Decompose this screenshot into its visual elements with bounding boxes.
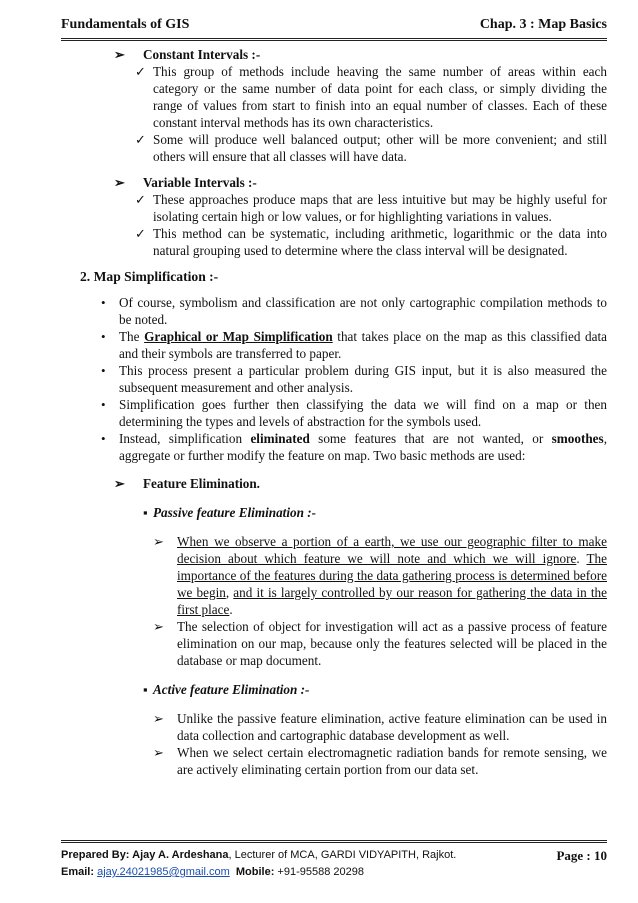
passive-point-2: ➢ The selection of object for investigation will act as a passive process of feature elimination on our map, because only the features selected will be placed in the database or map document. xyxy=(153,619,607,668)
page-footer xyxy=(61,840,607,881)
arrow-bullet-icon: ➢ xyxy=(153,619,164,634)
bullet-dot-icon: • xyxy=(101,363,106,378)
bullet-dot-icon: • xyxy=(101,397,106,412)
arrow-bullet-icon: ➢ xyxy=(153,745,164,760)
active-elimination-heading: ▪ Active feature Elimination :- xyxy=(143,682,310,697)
header-chapter: Chap. 3 : Map Basics xyxy=(479,17,607,32)
active-point-2: ➢ When we select certain electromagnetic radiation bands for remote sensing, we are actively eliminating certain portion from our data set. xyxy=(153,745,607,777)
section-heading-map-simplification: 2. Map Simplification :- xyxy=(80,269,219,284)
graphical-simplification-term: Graphical or Map Simplification xyxy=(144,329,333,344)
bullet-dot-icon: • xyxy=(101,295,106,310)
bullet-item: • This process present a particular problem during GIS input, but it is also measured the subsequent measurement and other analysis. xyxy=(101,363,607,395)
check-icon: ✓ xyxy=(135,132,146,147)
passive-elimination-heading: ▪ Passive feature Elimination :- xyxy=(143,505,317,520)
arrow-bullet-icon: ➢ xyxy=(114,476,125,491)
passive-point-1: ➢ When we observe a portion of a earth, we use our geographic filter to make decision about which feature we will note and which we will ignore. The importance of the features during the data gathering process is determined before we begin, and it is largely controlled by our reason for gathering the data in the first place. xyxy=(153,534,608,617)
constant-point-1: ✓ This group of methods include heaving the same number of areas within each category or the same number of data point for each class, or simply dividing the range of values from start to finish into an equal number of classes. Each of these constant interval methods has its own characteristics. xyxy=(135,64,607,130)
bullet-item: • Of course, symbolism and classification are not only cartographic compilation methods to be noted. xyxy=(101,295,607,327)
variable-point-2: ✓ This method can be systematic, including arithmetic, logarithmic or the data into natural grouping used to determine where the class interval will be designated. xyxy=(135,226,607,258)
arrow-bullet-icon: ➢ xyxy=(153,534,164,549)
page-number: Page : 10 xyxy=(556,848,607,863)
bullet-item: • Instead, simplification eliminated some features that are not wanted, or smoothes, aggregate or further modify the feature on map. Two basic methods are used: xyxy=(101,431,607,463)
bullet-item: • The Graphical or Map Simplification that takes place on the map as this classified data and their symbols are transferred to paper. xyxy=(101,329,607,361)
constant-intervals-heading: ➢ Constant Intervals :- xyxy=(114,47,261,62)
footer-prepared-by: Prepared By: Ajay A. Ardeshana, Lecturer of MCA, GARDI VIDYAPITH, Rajkot. xyxy=(61,849,457,861)
arrow-bullet-icon: ➢ xyxy=(114,47,125,62)
check-icon: ✓ xyxy=(135,64,146,79)
bullet-item: • Simplification goes further then classifying the data we will find on a map or then determining the types and levels of abstraction for the symbols used. xyxy=(101,397,607,429)
arrow-bullet-icon: ➢ xyxy=(114,175,125,190)
check-icon: ✓ xyxy=(135,192,146,207)
header-title: Fundamentals of GIS xyxy=(61,17,190,32)
check-icon: ✓ xyxy=(135,226,146,241)
variable-point-1: ✓ These approaches produce maps that are less intuitive but may be highly useful for isolating certain high or low values, or for highlighting variations in values. xyxy=(135,192,607,224)
page-content xyxy=(61,46,607,778)
page-header xyxy=(61,16,607,41)
square-bullet-icon: ▪ xyxy=(143,505,148,520)
feature-elimination-heading: ➢ Feature Elimination. xyxy=(114,476,260,491)
mobile-number: +91-95588 20298 xyxy=(277,866,364,878)
square-bullet-icon: ▪ xyxy=(143,682,148,697)
bullet-dot-icon: • xyxy=(101,431,106,446)
constant-point-2: ✓ Some will produce well balanced output; other will be more convenient; and still others will ensure that all classes will have data. xyxy=(135,132,607,164)
arrow-bullet-icon: ➢ xyxy=(153,711,164,726)
active-point-1: ➢ Unlike the passive feature elimination, active feature elimination can be used in data collection and cartographic database development as well. xyxy=(153,711,607,743)
email-link[interactable]: ajay.24021985@gmail.com xyxy=(97,866,230,878)
footer-contact: Email: ajay.24021985@gmail.com Mobile: +91-95588 20298 xyxy=(61,866,364,878)
bullet-dot-icon: • xyxy=(101,329,106,344)
variable-intervals-heading: ➢ Variable Intervals :- xyxy=(114,175,257,190)
